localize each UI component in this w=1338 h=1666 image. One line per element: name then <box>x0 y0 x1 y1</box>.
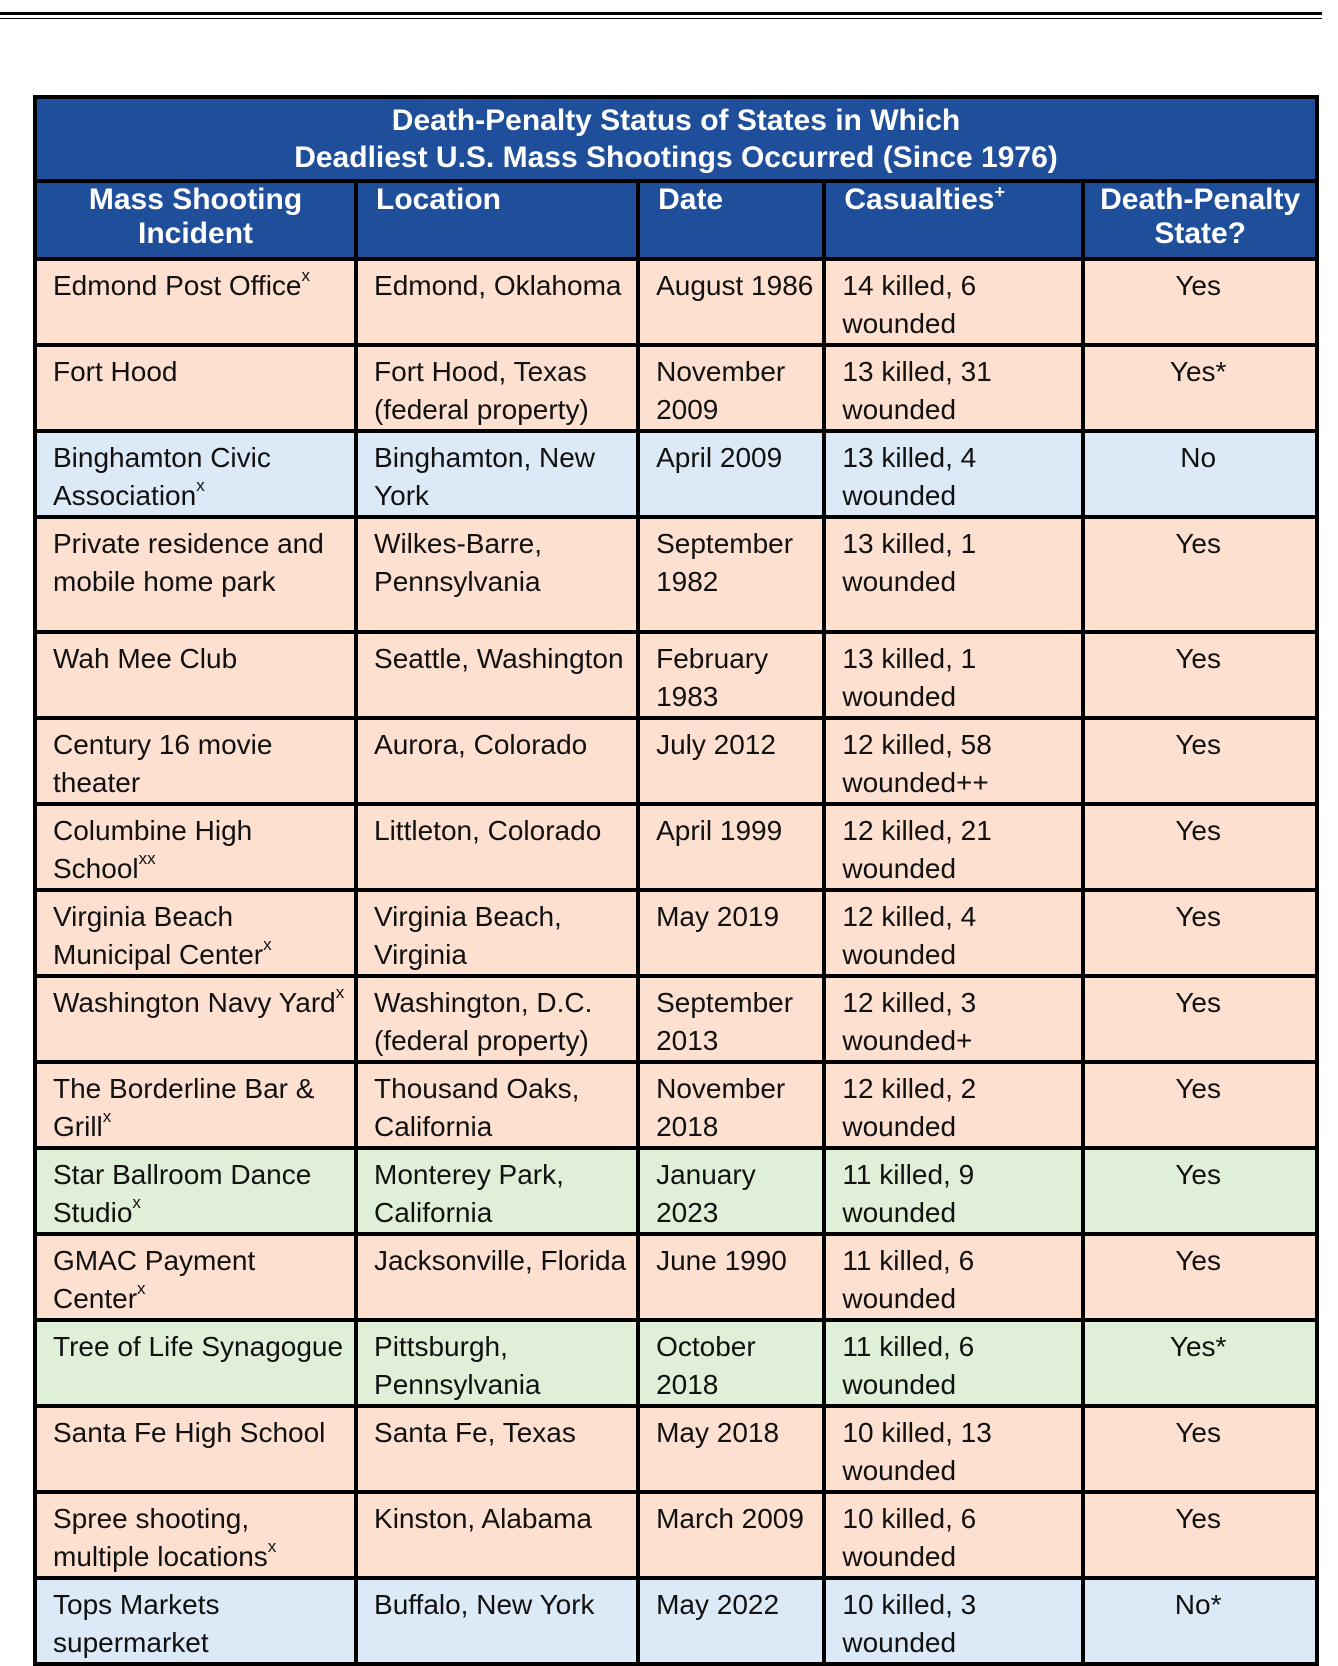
cell-death-penalty-text: Yes <box>1175 528 1221 559</box>
cell-casualties-text: 10 killed, 13 wounded <box>842 1417 992 1486</box>
cell-death-penalty-text: Yes <box>1175 643 1221 674</box>
cell-date-text: November 2009 <box>656 356 786 425</box>
cell-death-penalty-text: Yes <box>1175 815 1221 846</box>
cell-casualties <box>824 1578 1083 1664</box>
cell-casualties-text: 11 killed, 9 wounded <box>842 1159 975 1228</box>
table-title-line-2: Deadliest U.S. Mass Shootings Occurred (Since 1976) <box>294 141 1058 174</box>
cell-location <box>356 804 638 890</box>
cell-location <box>356 259 638 345</box>
header-death-penalty: Death-Penalty State? <box>1083 181 1317 259</box>
header-casualties-label: Casualties <box>844 183 995 216</box>
top-rule-thin <box>0 18 1322 19</box>
cell-location-text: Fort Hood, Texas (federal property) <box>374 356 589 425</box>
cell-date <box>638 517 824 632</box>
cell-death-penalty-text: Yes <box>1175 729 1221 760</box>
cell-death-penalty <box>1083 431 1317 517</box>
cell-incident-text: Binghamton Civic Association <box>53 442 271 511</box>
cell-location <box>356 890 638 976</box>
cell-incident <box>35 259 356 345</box>
top-rule <box>0 12 1322 15</box>
cell-location <box>356 976 638 1062</box>
cell-casualties <box>824 976 1083 1062</box>
header-date: Date <box>638 181 824 259</box>
table-row <box>35 1148 1317 1234</box>
cell-casualties <box>824 1406 1083 1492</box>
table-row <box>35 1492 1317 1578</box>
cell-death-penalty <box>1083 1578 1317 1664</box>
cell-date-text: January 2023 <box>656 1159 756 1228</box>
cell-casualties <box>824 1320 1083 1406</box>
cell-incident <box>35 718 356 804</box>
cell-casualties-text: 14 killed, 6 wounded <box>842 270 977 339</box>
cell-location-text: Edmond, Oklahoma <box>374 270 622 301</box>
cell-death-penalty <box>1083 890 1317 976</box>
cell-incident <box>35 1320 356 1406</box>
cell-casualties-text: 10 killed, 3 wounded <box>842 1589 977 1658</box>
cell-location-text: Buffalo, New York <box>374 1589 595 1620</box>
cell-date <box>638 431 824 517</box>
table-row <box>35 345 1317 431</box>
cell-date <box>638 345 824 431</box>
cell-location-text: Wilkes-Barre, Pennsylvania <box>374 528 543 597</box>
cell-date <box>638 1234 824 1320</box>
cell-location-text: Monterey Park, California <box>374 1159 564 1228</box>
cell-casualties <box>824 890 1083 976</box>
header-casualties-mark: + <box>994 182 1005 202</box>
cell-date-text: August 1986 <box>656 270 814 301</box>
cell-location <box>356 517 638 632</box>
cell-incident-text: Private residence and mobile home park <box>53 528 324 597</box>
cell-incident <box>35 1406 356 1492</box>
cell-casualties-text: 13 killed, 31 wounded <box>842 356 992 425</box>
cell-death-penalty-text: Yes* <box>1169 1331 1227 1362</box>
table-row <box>35 890 1317 976</box>
cell-date-text: September 1982 <box>656 528 794 597</box>
cell-death-penalty <box>1083 1406 1317 1492</box>
cell-incident-text: Virginia Beach Municipal Center <box>53 901 264 970</box>
table-row <box>35 1062 1317 1148</box>
cell-location <box>356 1492 638 1578</box>
cell-incident-text: Tree of Life Synagogue <box>53 1331 344 1362</box>
cell-death-penalty <box>1083 1492 1317 1578</box>
cell-incident <box>35 1492 356 1578</box>
cell-death-penalty-text: Yes <box>1175 1073 1221 1104</box>
cell-date-text: May 2018 <box>656 1417 780 1448</box>
cell-casualties <box>824 1234 1083 1320</box>
cell-date <box>638 718 824 804</box>
cell-date-text: October 2018 <box>656 1331 756 1400</box>
cell-casualties <box>824 804 1083 890</box>
table-row <box>35 1234 1317 1320</box>
death-penalty-table <box>33 95 1319 1666</box>
cell-death-penalty <box>1083 976 1317 1062</box>
cell-date <box>638 1148 824 1234</box>
cell-casualties <box>824 431 1083 517</box>
table-title <box>35 97 1317 181</box>
cell-date-text: June 1990 <box>656 1245 787 1276</box>
table-row <box>35 431 1317 517</box>
incident-footnote-mark: x <box>263 935 272 954</box>
cell-date <box>638 804 824 890</box>
table-row <box>35 259 1317 345</box>
cell-casualties-text: 10 killed, 6 wounded <box>842 1503 977 1572</box>
header-location: Location <box>356 181 638 259</box>
cell-incident <box>35 431 356 517</box>
header-incident: Mass Shooting Incident <box>35 181 356 259</box>
cell-location <box>356 1406 638 1492</box>
cell-location-text: Binghamton, New York <box>374 442 596 511</box>
cell-date <box>638 1062 824 1148</box>
cell-date <box>638 1320 824 1406</box>
cell-casualties <box>824 1062 1083 1148</box>
cell-casualties-text: 13 killed, 4 wounded <box>842 442 977 511</box>
cell-location-text: Seattle, Washington <box>374 643 624 674</box>
cell-death-penalty <box>1083 1320 1317 1406</box>
cell-date-text: February 1983 <box>656 643 769 712</box>
table-row <box>35 804 1317 890</box>
cell-death-penalty <box>1083 718 1317 804</box>
cell-death-penalty <box>1083 1062 1317 1148</box>
incident-footnote-mark: x <box>137 1279 146 1298</box>
cell-incident-text: Columbine High School <box>53 815 253 884</box>
cell-incident <box>35 1578 356 1664</box>
incident-footnote-mark: x <box>102 1107 112 1126</box>
cell-death-penalty <box>1083 259 1317 345</box>
cell-location <box>356 632 638 718</box>
cell-location-text: Pittsburgh, Pennsylvania <box>374 1331 541 1400</box>
cell-incident <box>35 1234 356 1320</box>
cell-death-penalty-text: Yes* <box>1169 356 1227 387</box>
cell-location-text: Virginia Beach, Virginia <box>374 901 562 970</box>
cell-death-penalty-text: Yes <box>1175 270 1221 301</box>
cell-date <box>638 976 824 1062</box>
cell-location <box>356 1062 638 1148</box>
cell-date <box>638 1406 824 1492</box>
cell-casualties <box>824 1492 1083 1578</box>
cell-death-penalty <box>1083 804 1317 890</box>
cell-incident-text: Edmond Post Office <box>53 270 302 301</box>
cell-death-penalty-text: Yes <box>1175 901 1221 932</box>
cell-location <box>356 345 638 431</box>
cell-date-text: April 2009 <box>656 442 783 473</box>
cell-location <box>356 718 638 804</box>
incident-footnote-mark: x <box>335 983 345 1002</box>
table-row <box>35 1320 1317 1406</box>
cell-death-penalty-text: Yes <box>1175 1159 1221 1190</box>
cell-incident-text: Spree shooting, multiple locations <box>53 1503 268 1572</box>
cell-incident <box>35 890 356 976</box>
cell-date-text: May 2019 <box>656 901 780 932</box>
table-row <box>35 632 1317 718</box>
cell-incident <box>35 976 356 1062</box>
table-row <box>35 517 1317 632</box>
cell-location-text: Santa Fe, Texas <box>374 1417 576 1448</box>
cell-death-penalty-text: Yes <box>1175 1417 1221 1448</box>
cell-date-text: April 1999 <box>656 815 783 846</box>
header-casualties <box>824 181 1083 259</box>
table-body <box>35 259 1317 1664</box>
cell-incident-text: Tops Markets supermarket <box>53 1589 220 1658</box>
cell-death-penalty <box>1083 345 1317 431</box>
cell-death-penalty-text: Yes <box>1175 987 1221 1018</box>
incident-footnote-mark: xx <box>138 849 156 868</box>
cell-incident <box>35 1062 356 1148</box>
cell-date <box>638 632 824 718</box>
cell-incident-text: Wah Mee Club <box>53 643 238 674</box>
cell-incident-text: Century 16 movie theater <box>53 729 273 798</box>
cell-casualties <box>824 517 1083 632</box>
cell-incident <box>35 632 356 718</box>
cell-incident <box>35 1148 356 1234</box>
cell-date <box>638 1578 824 1664</box>
cell-casualties-text: 13 killed, 1 wounded <box>842 528 977 597</box>
cell-location <box>356 1320 638 1406</box>
cell-date-text: March 2009 <box>656 1503 804 1534</box>
cell-death-penalty-text: No* <box>1174 1589 1222 1620</box>
cell-incident <box>35 345 356 431</box>
cell-casualties-text: 12 killed, 4 wounded <box>842 901 977 970</box>
cell-date <box>638 259 824 345</box>
table-row <box>35 976 1317 1062</box>
incident-footnote-mark: x <box>301 266 310 285</box>
cell-death-penalty <box>1083 1234 1317 1320</box>
cell-casualties-text: 12 killed, 3 wounded+ <box>842 987 977 1056</box>
cell-casualties <box>824 718 1083 804</box>
cell-casualties-text: 11 killed, 6 wounded <box>842 1331 975 1400</box>
cell-casualties-text: 13 killed, 1 wounded <box>842 643 977 712</box>
cell-casualties-text: 11 killed, 6 wounded <box>842 1245 975 1314</box>
cell-incident <box>35 517 356 632</box>
cell-location-text: Jacksonville, Florida <box>374 1245 627 1276</box>
cell-location <box>356 1148 638 1234</box>
cell-death-penalty-text: Yes <box>1175 1503 1221 1534</box>
cell-incident <box>35 804 356 890</box>
incident-footnote-mark: x <box>267 1537 277 1556</box>
cell-location <box>356 431 638 517</box>
table-title-line-1: Death-Penalty Status of States in Which <box>391 104 961 137</box>
cell-date-text: July 2012 <box>656 729 776 760</box>
cell-date-text: November 2018 <box>656 1073 786 1142</box>
cell-incident-text: Fort Hood <box>53 356 178 387</box>
cell-casualties-text: 12 killed, 2 wounded <box>842 1073 977 1142</box>
cell-death-penalty-text: No <box>1180 442 1217 473</box>
table-row <box>35 1578 1317 1664</box>
cell-location-text: Thousand Oaks, California <box>374 1073 580 1142</box>
cell-death-penalty <box>1083 517 1317 632</box>
cell-casualties <box>824 345 1083 431</box>
cell-incident-text: Santa Fe High School <box>53 1417 326 1448</box>
table-row <box>35 1406 1317 1492</box>
incident-footnote-mark: x <box>196 476 205 495</box>
cell-date-text: May 2022 <box>656 1589 780 1620</box>
cell-date <box>638 1492 824 1578</box>
cell-death-penalty-text: Yes <box>1175 1245 1221 1276</box>
cell-location-text: Littleton, Colorado <box>374 815 602 846</box>
cell-location-text: Aurora, Colorado <box>374 729 588 760</box>
cell-casualties <box>824 1148 1083 1234</box>
cell-casualties-text: 12 killed, 21 wounded <box>842 815 992 884</box>
cell-date-text: September 2013 <box>656 987 794 1056</box>
cell-date <box>638 890 824 976</box>
cell-incident-text: Washington Navy Yard <box>53 987 336 1018</box>
cell-incident-text: The Borderline Bar & Grill <box>53 1073 315 1142</box>
cell-incident-text: Star Ballroom Dance Studio <box>53 1159 312 1228</box>
cell-casualties <box>824 632 1083 718</box>
cell-death-penalty <box>1083 1148 1317 1234</box>
cell-location-text: Washington, D.C. (federal property) <box>374 987 593 1056</box>
cell-death-penalty <box>1083 632 1317 718</box>
cell-location-text: Kinston, Alabama <box>374 1503 592 1534</box>
cell-casualties-text: 12 killed, 58 wounded++ <box>842 729 992 798</box>
cell-incident-text: GMAC Payment Center <box>53 1245 256 1314</box>
cell-casualties <box>824 259 1083 345</box>
incident-footnote-mark: x <box>132 1193 141 1212</box>
table-row <box>35 718 1317 804</box>
cell-location <box>356 1234 638 1320</box>
cell-location <box>356 1578 638 1664</box>
